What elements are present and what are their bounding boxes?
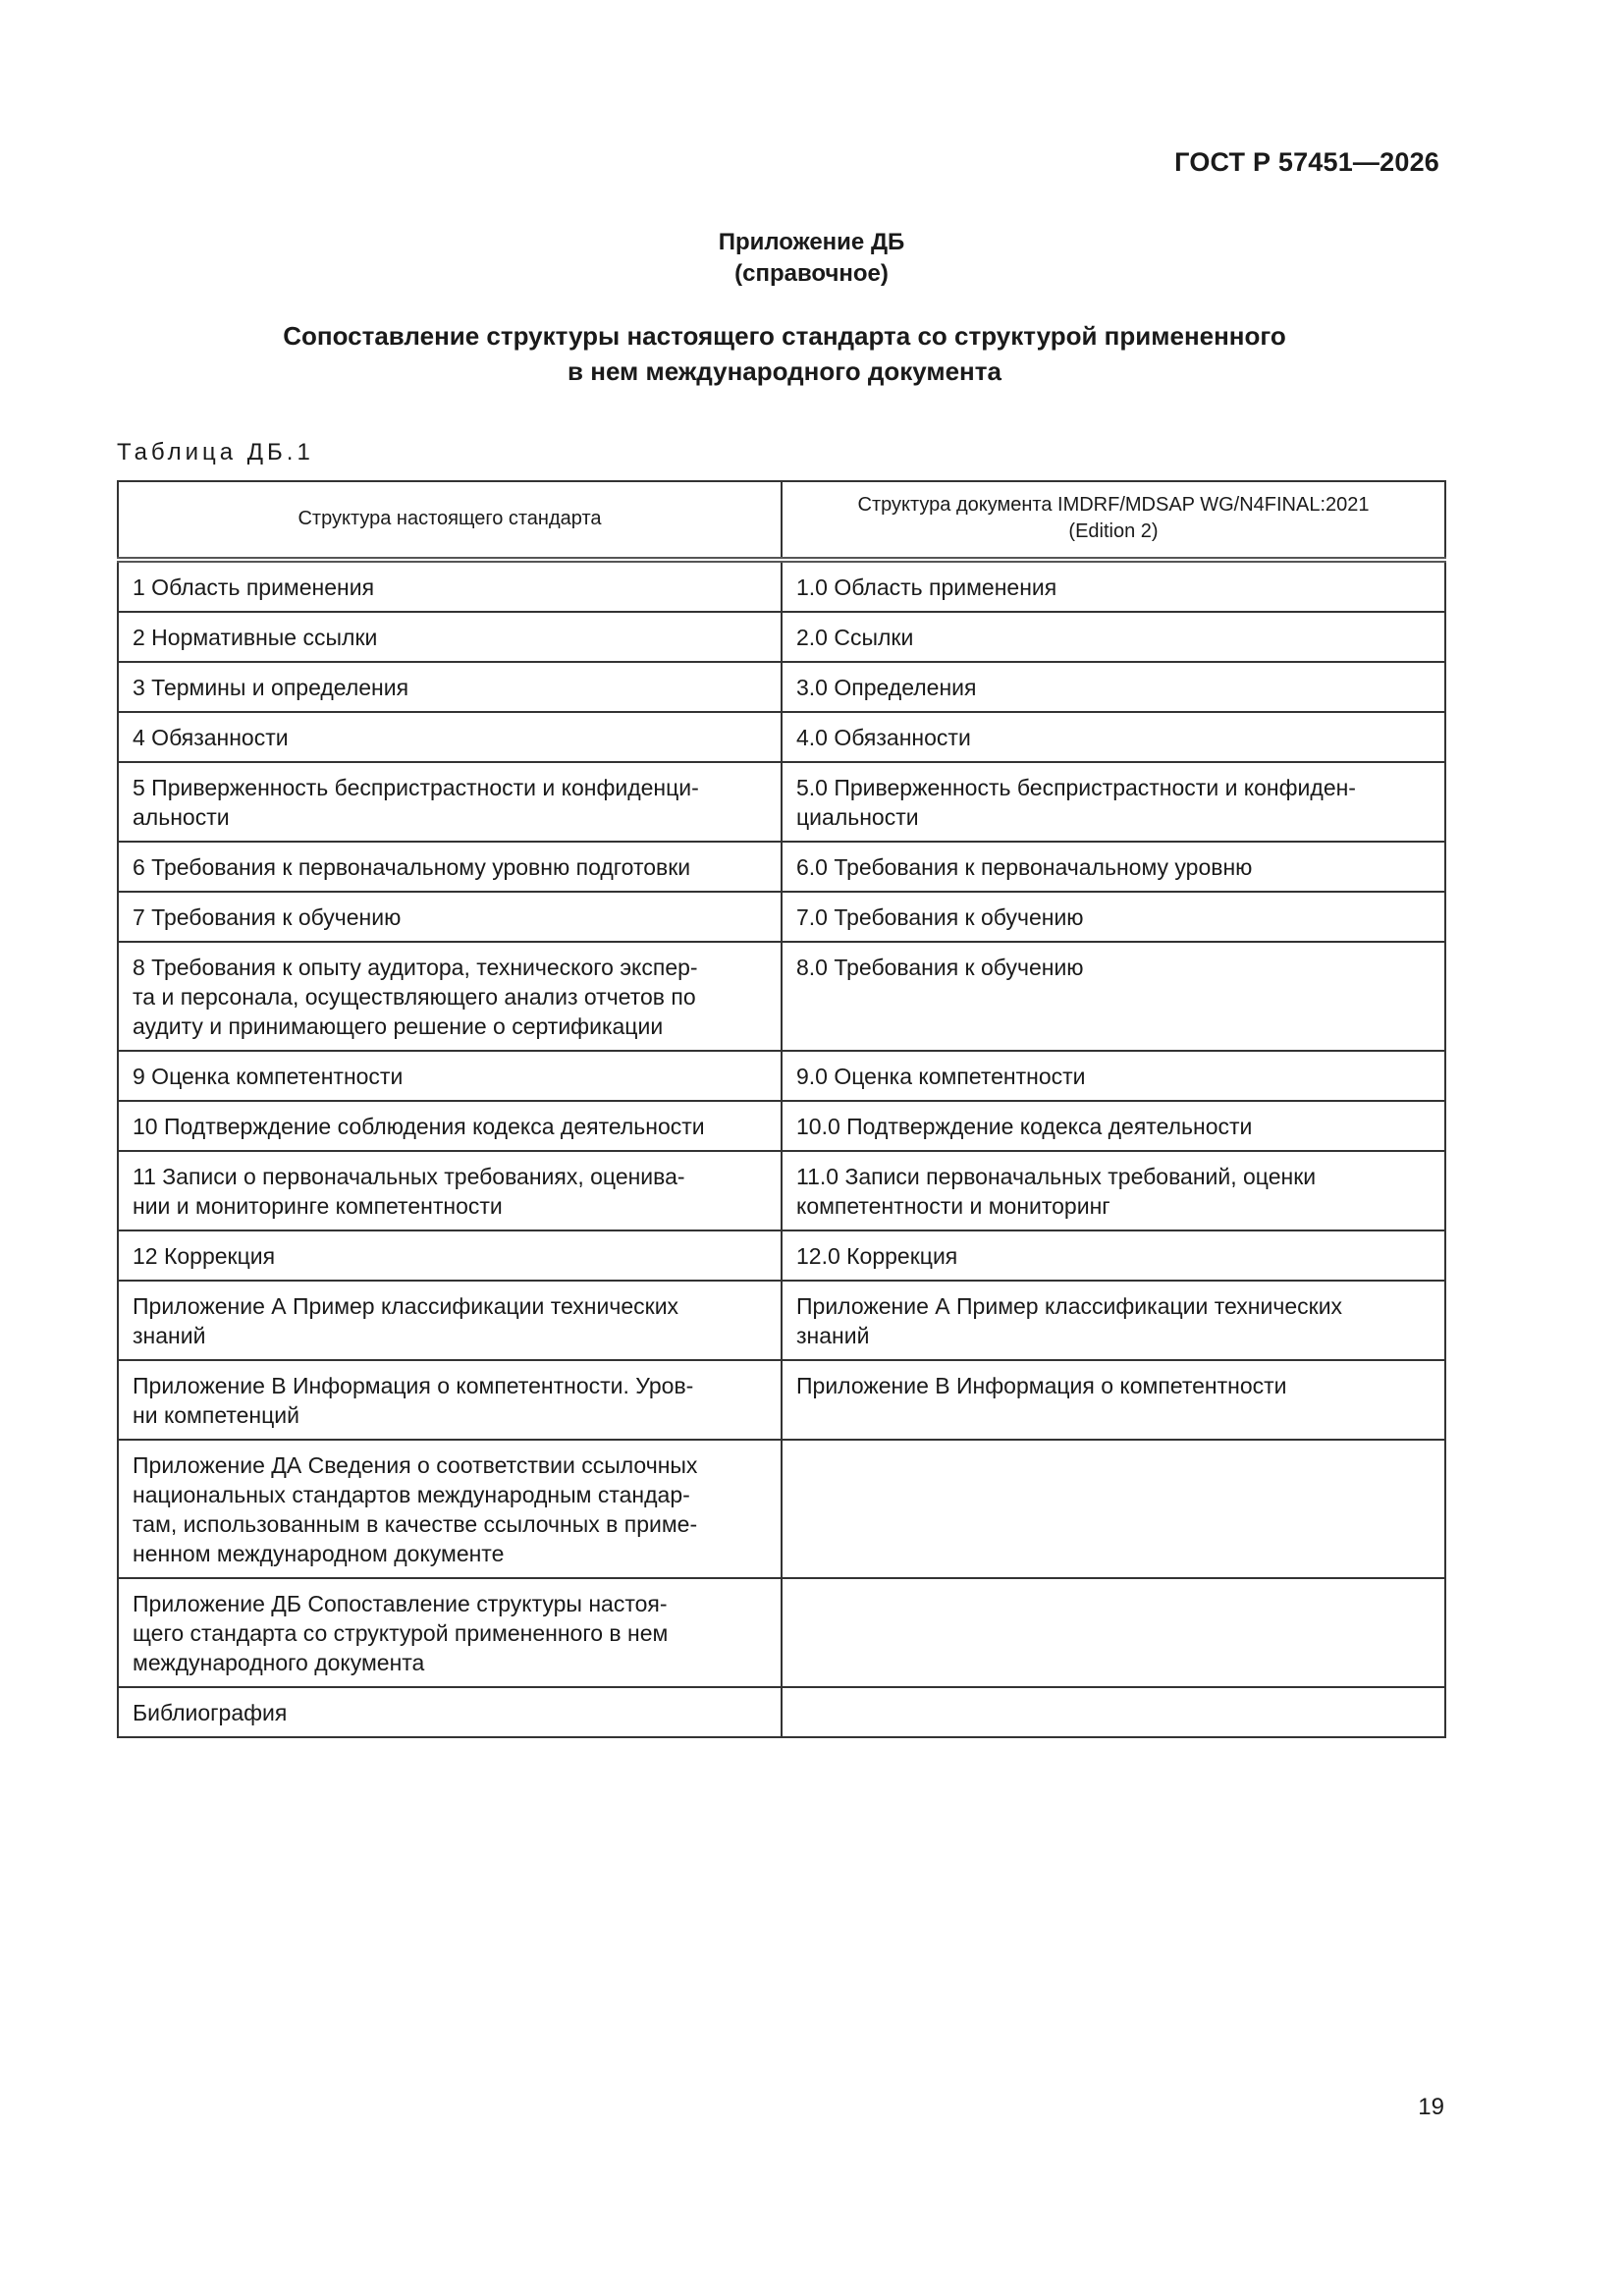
cell-text-line: 3 Термины и определения	[133, 675, 409, 700]
cell-international-section	[782, 762, 1445, 842]
cell-text-line: циальности	[796, 804, 919, 830]
cell-text-line: 9 Оценка компетентности	[133, 1064, 404, 1089]
cell-text-line: нии и мониторинге компетентности	[133, 1193, 503, 1219]
cell-text-line: Приложение А Пример классификации технических	[796, 1293, 1343, 1319]
cell-text-line: Приложение ДБ Сопоставление структуры настоя-	[133, 1591, 668, 1616]
cell-text-line: ненном международном документе	[133, 1541, 505, 1566]
cell-international-section	[782, 1440, 1445, 1578]
table-header-row	[118, 481, 1445, 560]
cell-text-line: там, использованным в качестве ссылочных в приме-	[133, 1511, 698, 1537]
table-row	[118, 612, 1445, 662]
cell-international-section	[782, 662, 1445, 712]
table-row	[118, 1101, 1445, 1151]
cell-international-section	[782, 712, 1445, 762]
table-row	[118, 560, 1445, 612]
cell-standard-section	[118, 1281, 782, 1360]
cell-text-line: 5.0 Приверженность беспристрастности и конфиден-	[796, 775, 1356, 800]
cell-international-section	[782, 560, 1445, 612]
table-row	[118, 1578, 1445, 1687]
cell-text-line: Приложение В Информация о компетентности. Уров-	[133, 1373, 694, 1398]
table-row	[118, 1230, 1445, 1281]
cell-standard-section	[118, 712, 782, 762]
cell-text-line: 8.0 Требования к обучению	[796, 955, 1084, 980]
cell-text-line: 1.0 Область применения	[796, 574, 1057, 600]
table-caption: Таблица ДБ.1	[117, 439, 314, 465]
table-row	[118, 662, 1445, 712]
cell-international-section	[782, 1051, 1445, 1101]
cell-standard-section	[118, 1360, 782, 1440]
cell-standard-section	[118, 662, 782, 712]
cell-text-line: Приложение ДА Сведения о соответствии ссылочных	[133, 1452, 698, 1478]
appendix-header	[0, 227, 1623, 290]
cell-text-line: 10 Подтверждение соблюдения кодекса деятельности	[133, 1114, 705, 1139]
table-row	[118, 1051, 1445, 1101]
cell-international-section	[782, 1687, 1445, 1737]
cell-text-line: Приложение А Пример классификации технических	[133, 1293, 679, 1319]
cell-international-section	[782, 1230, 1445, 1281]
cell-text-line: 7.0 Требования к обучению	[796, 904, 1084, 930]
table-row	[118, 1281, 1445, 1360]
cell-international-section	[782, 612, 1445, 662]
heading-line-2: в нем международного документа	[568, 356, 1001, 386]
cell-text-line: альности	[133, 804, 230, 830]
cell-standard-section	[118, 1578, 782, 1687]
header-cell-standard	[118, 481, 782, 560]
header-standard-label: Структура настоящего стандарта	[298, 507, 602, 529]
cell-international-section	[782, 1281, 1445, 1360]
cell-international-section	[782, 892, 1445, 942]
appendix-kind: (справочное)	[734, 260, 889, 287]
document-code: ГОСТ Р 57451—2026	[1174, 147, 1439, 177]
cell-text-line: 1 Область применения	[133, 574, 375, 600]
cell-standard-section	[118, 1687, 782, 1737]
table-body	[118, 560, 1445, 1737]
header-international-line-1: Структура документа IMDRF/MDSAP WG/N4FINAL:2021	[857, 494, 1370, 516]
header-international-line-2: (Edition 2)	[1068, 520, 1159, 542]
page-number: 19	[1418, 2094, 1444, 2120]
cell-standard-section	[118, 1101, 782, 1151]
cell-text-line: 10.0 Подтверждение кодекса деятельности	[796, 1114, 1253, 1139]
cell-text-line: знаний	[796, 1323, 870, 1348]
table-row	[118, 892, 1445, 942]
comparison-table	[117, 480, 1446, 1738]
table-row	[118, 942, 1445, 1051]
cell-standard-section	[118, 842, 782, 892]
cell-text-line: национальных стандартов международным стандар-	[133, 1482, 690, 1507]
heading-line-1: Сопоставление структуры настоящего стандарта со структурой примененного	[283, 321, 1286, 351]
table-row	[118, 712, 1445, 762]
cell-text-line: 4 Обязанности	[133, 725, 289, 750]
cell-text-line: 6 Требования к первоначальному уровню подготовки	[133, 854, 691, 880]
cell-text-line: 4.0 Обязанности	[796, 725, 971, 750]
cell-standard-section	[118, 942, 782, 1051]
cell-standard-section	[118, 560, 782, 612]
cell-text-line: Приложение В Информация о компетентности	[796, 1373, 1287, 1398]
cell-international-section	[782, 942, 1445, 1051]
header-cell-international	[782, 481, 1445, 560]
cell-text-line: международного документа	[133, 1650, 425, 1675]
cell-text-line: ни компетенций	[133, 1402, 299, 1428]
cell-text-line: 12 Коррекция	[133, 1243, 276, 1269]
cell-standard-section	[118, 1230, 782, 1281]
cell-text-line: 2.0 Ссылки	[796, 625, 914, 650]
cell-text-line: компетентности и мониторинг	[796, 1193, 1110, 1219]
cell-international-section	[782, 1578, 1445, 1687]
cell-standard-section	[118, 1440, 782, 1578]
cell-text-line: 9.0 Оценка компетентности	[796, 1064, 1086, 1089]
cell-standard-section	[118, 1051, 782, 1101]
cell-standard-section	[118, 612, 782, 662]
cell-text-line: Библиография	[133, 1700, 288, 1725]
cell-text-line: 12.0 Коррекция	[796, 1243, 958, 1269]
cell-text-line: та и персонала, осуществляющего анализ отчетов по	[133, 984, 696, 1010]
appendix-title: Приложение ДБ	[718, 229, 905, 255]
table-row	[118, 1151, 1445, 1230]
cell-text-line: 7 Требования к обучению	[133, 904, 402, 930]
cell-text-line: знаний	[133, 1323, 206, 1348]
cell-text-line: 5 Приверженность беспристрастности и конфиденци-	[133, 775, 699, 800]
cell-text-line: 3.0 Определения	[796, 675, 977, 700]
cell-standard-section	[118, 1151, 782, 1230]
document-heading	[0, 318, 1569, 389]
table-row	[118, 762, 1445, 842]
cell-international-section	[782, 842, 1445, 892]
table-row	[118, 1440, 1445, 1578]
cell-text-line: 11.0 Записи первоначальных требований, оценки	[796, 1164, 1317, 1189]
table-row	[118, 842, 1445, 892]
table-row	[118, 1360, 1445, 1440]
cell-international-section	[782, 1101, 1445, 1151]
cell-international-section	[782, 1151, 1445, 1230]
cell-text-line: 2 Нормативные ссылки	[133, 625, 378, 650]
cell-text-line: 8 Требования к опыту аудитора, технического экспер-	[133, 955, 698, 980]
cell-international-section	[782, 1360, 1445, 1440]
cell-text-line: аудиту и принимающего решение о сертификации	[133, 1013, 664, 1039]
cell-standard-section	[118, 762, 782, 842]
cell-text-line: 11 Записи о первоначальных требованиях, оценива-	[133, 1164, 685, 1189]
cell-standard-section	[118, 892, 782, 942]
comparison-table-wrapper	[117, 480, 1446, 1738]
table-row	[118, 1687, 1445, 1737]
cell-text-line: 6.0 Требования к первоначальному уровню	[796, 854, 1253, 880]
cell-text-line: щего стандарта со структурой примененного в нем	[133, 1620, 669, 1646]
